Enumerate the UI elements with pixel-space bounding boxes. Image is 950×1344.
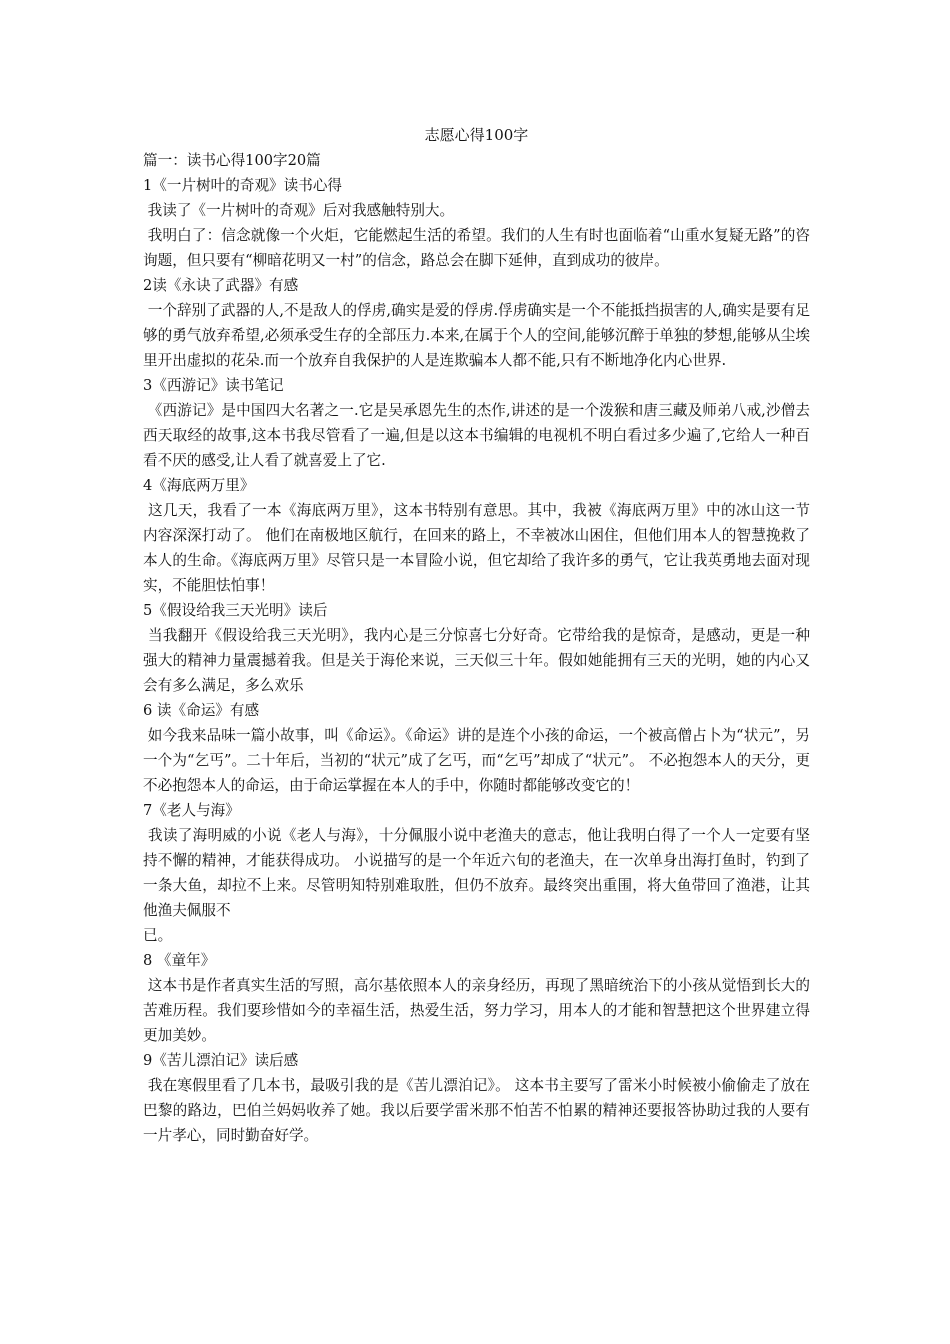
entry-heading: 6 读《命运》有感	[143, 702, 260, 719]
entry-paragraph: 当我翻开《假设给我三天光明》，我内心是三分惊喜七分好奇。它带给我的是惊奇，是感动，更是一种强大的精神力量震撼着我。但是关于海伦来说，三天似三十年。假如她能拥有三天的光明，她的内心又会有多么满足，多么欢乐	[143, 627, 810, 694]
entry-paragraph: 这几天，我看了一本《海底两万里》，这本书特别有意思。其中，我被《海底两万里》中的冰山这一节内容深深打动了。 他们在南极地区航行，在回来的路上，不幸被冰山困住，但他们用本人的智慧挽救了本人的生命。《海底两万里》尽管只是一本冒险小说，但它却给了我许多的勇气，它让我英勇地去面对现实，不能胆怯怕事！	[143, 502, 810, 594]
entry-paragraph: 《西游记》是中国四大名著之一.它是吴承恩先生的杰作,讲述的是一个泼猴和唐三藏及师弟八戒,沙僧去西天取经的故事,这本书我尽管看了一遍,但是以这本书编辑的电视机不明白看过多少遍了,它给人一种百看不厌的感受,让人看了就喜爱上了它.	[143, 402, 811, 469]
entry-heading: 9《苦儿漂泊记》读后感	[143, 1052, 299, 1069]
entry-heading: 7《老人与海》	[143, 802, 240, 819]
entry-heading: 1《一片树叶的奇观》读书心得	[143, 177, 343, 194]
entry-paragraph: 一个辞别了武器的人,不是敌人的俘虏,确实是爱的俘虏.俘虏确实是一个不能抵挡损害的人,确实是要有足够的勇气放弃希望,必须承受生存的全部压力.本来,在属于个人的空间,能够沉醉于单独的梦想,能够从尘埃里开出虚拟的花朵.而一个放弃自我保护的人是连欺骗本人都不能,只有不断地净化内心世界.	[143, 302, 811, 369]
entry-heading: 3《西游记》读书笔记	[143, 377, 284, 394]
entry-paragraph: 我读了《一片树叶的奇观》后对我感触特别大。	[143, 202, 455, 219]
entry-3	[143, 373, 810, 473]
entry-heading: 4《海底两万里》	[143, 477, 255, 494]
entry-paragraph: 如今我来品味一篇小故事，叫《命运》。《命运》讲的是连个小孩的命运，一个被高僧占卜为“状元”，另一个为“乞丐”。二十年后，当初的“状元”成了乞丐，而“乞丐”却成了“状元”。 不必抱怨本人的天分，更不必抱怨本人的命运，由于命运掌握在本人的手中，你随时都能够改变它的！	[143, 727, 811, 794]
document-title: 志愿心得100字	[424, 126, 529, 144]
entry-6	[143, 698, 810, 798]
entry-paragraph: 我明白了：信念就像一个火炬，它能燃起生活的希望。我们的人生有时也面临着“山重水复疑无路”的咨询题，但只要有“柳暗花明又一村”的信念，路总会在脚下延伸，直到成功的彼岸。	[143, 227, 810, 269]
entry-5	[143, 598, 810, 698]
entry-heading: 2读《永诀了武器》有感	[143, 277, 299, 294]
document-subtitle: 篇一：读书心得100字20篇	[143, 152, 321, 169]
document-page	[143, 122, 810, 1148]
entry-paragraph: 这本书是作者真实生活的写照，高尔基依照本人的亲身经历，再现了黑暗统治下的小孩从觉悟到长大的苦难历程。我们要珍惜如今的幸福生活，热爱生活，努力学习，用本人的才能和智慧把这个世界建立得更加美妙。	[143, 977, 810, 1044]
entry-7	[143, 798, 810, 948]
entry-1	[143, 173, 810, 273]
entry-heading: 5《假设给我三天光明》读后	[143, 602, 328, 619]
entry-8	[143, 948, 810, 1048]
entry-9	[143, 1048, 810, 1148]
entry-heading: 8 《童年》	[143, 952, 216, 969]
entry-4	[143, 473, 810, 598]
entry-paragraph: 我在寒假里看了几本书，最吸引我的是《苦儿漂泊记》。 这本书主要写了雷米小时候被小偷偷走了放在巴黎的路边，巴伯兰妈妈收养了她。我以后要学雷米那不怕苦不怕累的精神还要报答协助过我的人要有一片孝心，同时勤奋好学。	[143, 1077, 811, 1144]
entry-paragraph: 我读了海明威的小说《老人与海》，十分佩服小说中老渔夫的意志，他让我明白得了一个人一定要有坚持不懈的精神，才能获得成功。 小说描写的是一个年近六旬的老渔夫，在一次单身出海打鱼时，钓到了一条大鱼，却拉不上来。尽管明知特别难取胜，但仍不放弃。最终突出重围，将大鱼带回了渔港，让其他渔夫佩服不	[143, 827, 810, 919]
entry-paragraph: 已。	[143, 927, 173, 944]
entry-2	[143, 273, 810, 373]
